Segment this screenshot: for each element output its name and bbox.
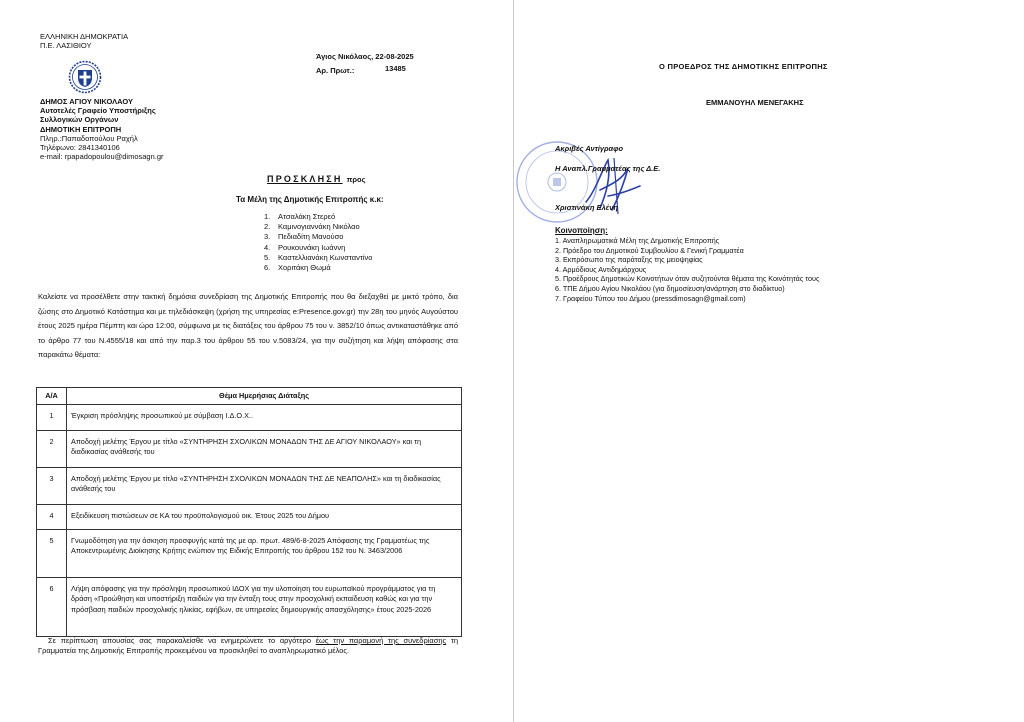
table-row bbox=[37, 431, 462, 468]
protocol-number: 13485 bbox=[385, 64, 406, 73]
agenda-subject: Γνωμοδότηση για την άσκηση προσφυγής κατά της με αρ. πρωτ. 489/6-8-2025 Απόφασης της Γραμματέως της Αποκεντρωμένης Διοίκησης Κρήτης ενώπιον της Ειδικής Επιτροπής του άρθρου 152 του Ν. 3463/2006 bbox=[67, 530, 462, 578]
agenda-subject: Αποδοχή μελέτης Έργου με τίτλο «ΣΥΝΤΗΡΗΣΗ ΣΧΟΛΙΚΩΝ ΜΟΝΑΔΩΝ ΤΗΣ ΔΕ ΝΕΑΠΟΛΗΣ» και τη διαδικασίας ανάθεσής του bbox=[67, 468, 462, 505]
title-invitation: ΠΡΟΣΚΛΗΣΗ bbox=[267, 174, 343, 184]
contact-phone: Τηλέφωνο: 2841340106 bbox=[40, 143, 120, 153]
document-title bbox=[267, 174, 365, 184]
table-row bbox=[37, 405, 462, 431]
contact-person: Πληρ.:Παπαδοπούλου Ραχήλ bbox=[40, 133, 138, 143]
issuer-header bbox=[40, 32, 128, 50]
member-item: 6. Χοριτάκη Θωμά bbox=[264, 263, 331, 273]
intro-paragraph: Καλείστε να προσέλθετε στην τακτική δημόσια συνεδρίαση της Δημοτικής Επιτροπής που θα διεξαχθεί με μικτό τρόπο, δια ζώσης στο Δημοτικό Κατάστημα και με τηλεδιάσκεψη (χρήση της υπηρεσίας e:Presence.gov.gr) την 28η του μηνός Αυγούστου έτους 2025 ημέρα Πέμπτη και ώρα 12:00, σύμφωνα με τις διατάξεις του άρθρου 75 του ν. 3852/10 όπως αντικαταστάθηκε από το άρθρο 77 του Ν.4555/18 και από την παρ.3 του άρθρου 55 του ν.5083/24, για την συζήτηση και λήψη απόφασης στα παρακάτω θέματα: bbox=[38, 292, 458, 360]
agenda-header-no: Α/Α bbox=[37, 388, 67, 405]
list-item: 1. Αναπληρωματικά Μέλη της Δημοτικής Επιτροπής bbox=[555, 236, 720, 245]
list-item: 2. Πρόεδρο του Δημοτικού Συμβουλίου & Γενική Γραμματέα bbox=[555, 245, 744, 255]
agenda-no: 3 bbox=[37, 468, 67, 505]
document-date: Άγιος Νικόλαος, 22-08-2025 bbox=[316, 52, 414, 61]
member-item: 3. Πεδιαδίτη Μανούσο bbox=[264, 232, 344, 242]
agenda-no: 2 bbox=[37, 431, 67, 468]
municipality-name: ΔΗΜΟΣ ΑΓΙΟΥ ΝΙΚΟΛΑΟΥ bbox=[40, 97, 133, 106]
office-line-1: Αυτοτελές Γραφείο Υποστήριξης bbox=[40, 106, 156, 116]
agenda-subject: Έγκριση πρόσληψης προσωπικού με σύμβαση Ι.Δ.Ο.Χ.. bbox=[67, 405, 462, 431]
protocol-label: Αρ. Πρωτ.: bbox=[316, 66, 355, 75]
agenda-header-row bbox=[37, 388, 462, 405]
list-item: 7. Γραφείου Τύπου του Δήμου (pressdimosagn@gmail.com) bbox=[555, 293, 746, 303]
agenda-subject: Εξειδίκευση πιστώσεων σε ΚΑ του προϋπολογισμού οικ. Έτους 2025 του Δήμου bbox=[67, 505, 462, 530]
contact-email: e-mail: rpapadopoulou@dimosagn.gr bbox=[40, 152, 164, 162]
member-item: 5. Καστελλιανάκη Κωνσταντίνο bbox=[264, 252, 373, 262]
agenda-subject: Λήψη απόφασης για την πρόσληψη προσωπικού ΙΔΟΧ για την υλοποίηση του ευρωπαϊκού προγράμματος για τη δράση «Προώθηση και υποστήριξη παιδιών για την ένταξη τους στην προσχολική εκπαίδευση καθώς και για την πρόσβαση παιδιών προσχολικής ηλικίας, εφήβων, σε υπηρεσίες δημιουργικής απασχόλησης» έτους 2025-2026 bbox=[67, 578, 462, 637]
title-to: προς bbox=[346, 175, 366, 184]
signature-page bbox=[513, 0, 1024, 722]
list-item: 6. ΤΠΕ Δήμου Αγίου Νικολάου (για δημοσίευση/ανάρτηση στο διαδίκτυο) bbox=[555, 283, 785, 293]
secretary-title: Η Αναπλ.Γραμματέας της Δ.Ε. bbox=[555, 164, 661, 173]
cc-list bbox=[555, 236, 819, 303]
table-row bbox=[37, 505, 462, 530]
agenda-header-subject: Θέμα Ημερήσιας Διάταξης bbox=[67, 388, 462, 405]
agenda-subject: Αποδοχή μελέτης Έργου με τίτλο «ΣΥΝΤΗΡΗΣΗ ΣΧΟΛΙΚΩΝ ΜΟΝΑΔΩΝ ΤΗΣ ΔΕ ΑΓΙΟΥ ΝΙΚΟΛΑΟΥ» και τη διαδικασίας ανάθεσής του bbox=[67, 431, 462, 468]
agenda-no: 6 bbox=[37, 578, 67, 637]
agenda-no: 4 bbox=[37, 505, 67, 530]
table-row bbox=[37, 578, 462, 637]
list-item: 3. Εκπρόσωπο της παράταξης της μειοψηφίας bbox=[555, 255, 703, 265]
greek-emblem-icon bbox=[68, 60, 102, 94]
president-name: ΕΜΜΑΝΟΥΗΛ ΜΕΝΕΓΑΚΗΣ bbox=[706, 98, 804, 107]
member-item: 4. Ρουκουνάκη Ιωάννη bbox=[264, 242, 346, 252]
closing-deadline: έως την παραμονή της συνεδρίασης bbox=[315, 636, 447, 645]
member-item: 1. Ατσαλάκη Στερεό bbox=[264, 212, 336, 221]
cc-heading: Κοινοποίηση: bbox=[555, 226, 608, 235]
agenda-no: 5 bbox=[37, 530, 67, 578]
issuer-line-1: ΕΛΛΗΝΙΚΗ ΔΗΜΟΚΡΑΤΙΑ bbox=[40, 32, 129, 41]
certified-copy-label: Ακριβές Αντίγραφο bbox=[555, 144, 624, 153]
agenda-table bbox=[36, 387, 462, 637]
issuer-line-2: Π.Ε. ΛΑΣΙΘΙΟΥ bbox=[40, 41, 92, 50]
list-item: 4. Αρμόδιους Αντιδημάρχους bbox=[555, 264, 647, 274]
recipients-heading: Τα Μέλη της Δημοτικής Επιτροπής κ.κ: bbox=[236, 195, 384, 204]
president-title: Ο ΠΡΟΕΔΡΟΣ ΤΗΣ ΔΗΜΟΤΙΚΗΣ ΕΠΙΤΡΟΠΗΣ bbox=[659, 62, 828, 71]
table-row bbox=[37, 468, 462, 505]
agenda-no: 1 bbox=[37, 405, 67, 431]
department-block bbox=[40, 97, 164, 161]
closing-paragraph: Σε περίπτωση απουσίας σας παρακαλείσθε να ενημερώνετε το αργότερο έως την παραμονή της συνεδρίασης τη Γραμματεία της Δημοτικής Επιτροπής προκειμένου να προσκληθεί το αναπληρωματικό μέλος. bbox=[38, 636, 458, 656]
list-item: 5. Προέδρους Δημοτικών Κοινοτήτων όταν συζητούνται θέματα της Κοινότητάς τους bbox=[555, 274, 820, 284]
table-row bbox=[37, 530, 462, 578]
committee-name: ΔΗΜΟΤΙΚΗ ΕΠΙΤΡΟΠΗ bbox=[40, 124, 122, 134]
secretary-name: Χριστινάκη Ελένη bbox=[555, 203, 618, 212]
office-line-2: Συλλογικών Οργάνων bbox=[40, 115, 119, 125]
members-list bbox=[264, 212, 372, 273]
member-item: 2. Καμινογιαννάκη Νικόλαο bbox=[264, 222, 360, 232]
